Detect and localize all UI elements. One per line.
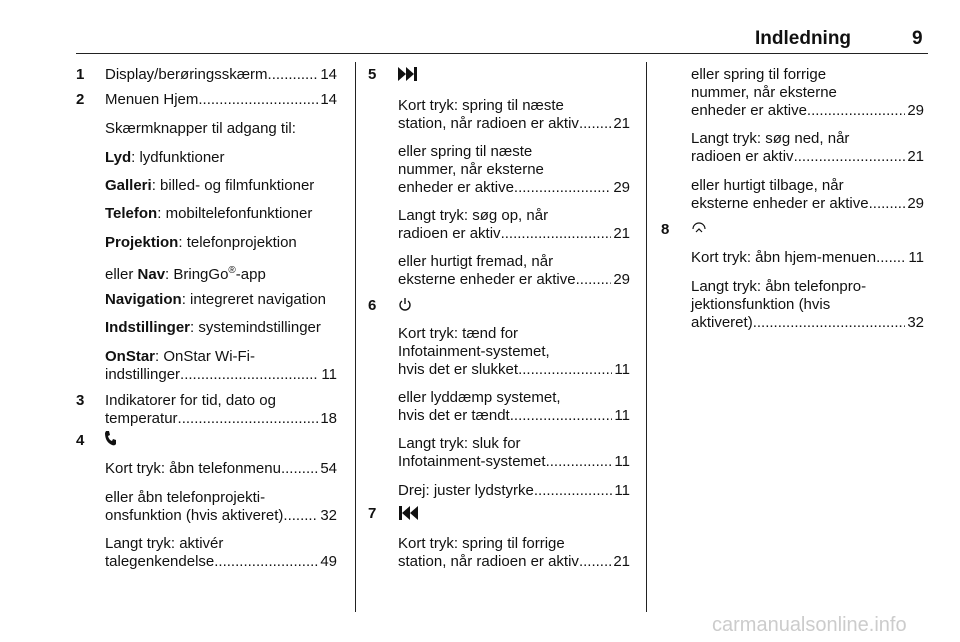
term: Lyd: [105, 149, 132, 166]
entry-page: 14: [320, 66, 337, 83]
entry-page: 11: [614, 361, 630, 378]
entry-text: eller spring til næste: [398, 143, 533, 160]
entry-text: eller hurtigt tilbage, når: [691, 177, 844, 194]
column-separator-2: [646, 62, 647, 612]
entry-text: Kort tryk: spring til næste: [398, 97, 564, 114]
entry-text: Kort tryk: åbn hjem-menuen: [691, 249, 877, 266]
watermark: carmanualsonline.info: [712, 614, 907, 636]
toc-entry: [691, 66, 924, 120]
toc-entry: [398, 207, 630, 243]
item-number: 6: [368, 297, 377, 314]
entry-page: 11: [614, 453, 630, 470]
entry-text: Indikatorer for tid, dato og: [105, 392, 276, 409]
item-number: 3: [76, 392, 85, 409]
entry-text: radioen er aktiv: [398, 225, 501, 242]
entry-page: 11: [908, 249, 924, 266]
entry-page: 11: [614, 407, 630, 424]
entry-text: station, når radioen er aktiv: [398, 115, 579, 132]
item-number: 8: [661, 221, 670, 238]
next-track-icon: [398, 67, 418, 85]
item-number: 5: [368, 66, 377, 83]
paragraph: Skærmknapper til adgang til:: [105, 120, 296, 137]
page-title: Indledning: [755, 28, 852, 49]
item-number: 2: [76, 91, 85, 108]
entry-text: Langt tryk: sluk for: [398, 435, 521, 452]
column-separator-1: [355, 62, 356, 612]
definition: : lydfunktioner: [131, 149, 225, 166]
toc-entry: [105, 460, 337, 478]
paragraph: [105, 319, 321, 337]
entry-text: temperatur: [105, 410, 178, 427]
header-rule: [76, 53, 928, 54]
entry-text: nummer, når eksterne: [398, 161, 544, 178]
entry-text: Langt tryk: søg op, når: [398, 207, 549, 224]
entry-page: 54: [320, 460, 337, 477]
term: OnStar: [105, 348, 156, 365]
entry-text: eksterne enheder er aktive: [691, 195, 869, 212]
entry-text: nummer, når eksterne: [691, 84, 837, 101]
entry-text: jektionsfunktion (hvis: [691, 296, 831, 313]
item-number: 4: [76, 432, 85, 449]
paragraph: [105, 177, 314, 195]
toc-entry: [691, 177, 924, 213]
toc-entry: [691, 278, 924, 332]
toc-entry: [105, 348, 337, 384]
definition: : integreret navigation: [181, 291, 326, 308]
term: Galleri: [105, 177, 152, 194]
suffix: -app: [235, 266, 266, 283]
entry-text: aktiveret): [691, 314, 753, 331]
entry-text: Infotainment-systemet: [398, 453, 546, 470]
registered-mark: ®: [228, 265, 236, 276]
entry-text: Kort tryk: åbn telefonmenu: [105, 460, 281, 477]
toc-entry: [398, 325, 630, 379]
entry-text: Langt tryk: søg ned, når: [691, 130, 850, 147]
entry-text: eller lyddæmp systemet,: [398, 389, 561, 406]
toc-entry: [105, 489, 337, 525]
toc-entry: [105, 392, 337, 428]
entry-text: hvis det er slukket: [398, 361, 519, 378]
power-icon: [399, 297, 411, 316]
entry-text: station, når radioen er aktiv: [398, 553, 579, 570]
entry-text: hvis det er tændt: [398, 407, 510, 424]
entry-page: 14: [320, 91, 337, 108]
toc-entry: [398, 435, 630, 471]
entry-page: 21: [613, 115, 630, 132]
toc-entry: [398, 389, 630, 425]
paragraph: [105, 149, 225, 167]
entry-page: 21: [613, 225, 630, 242]
entry-text: Drej: juster lydstyrke: [398, 482, 534, 499]
entry-page: 32: [907, 314, 924, 331]
home-icon: [691, 221, 707, 241]
toc-entry: [398, 97, 630, 133]
previous-track-icon: [398, 506, 418, 524]
toc-entry: [691, 249, 924, 267]
entry-text: radioen er aktiv: [691, 148, 794, 165]
term: Projektion: [105, 234, 179, 251]
entry-page: 29: [907, 195, 924, 212]
entry-text: eller spring til forrige: [691, 66, 827, 83]
entry-page: 29: [907, 102, 924, 119]
toc-entry: [105, 66, 337, 84]
definition: : billed- og filmfunktioner: [151, 177, 315, 194]
entry-text: Langt tryk: åbn telefonpro-: [691, 278, 867, 295]
entry-text: Display/berøringsskærm: [105, 66, 268, 83]
definition: : mobiltelefonfunktioner: [157, 205, 313, 222]
entry-text: onsfunktion (hvis aktiveret): [105, 507, 284, 524]
term: Telefon: [105, 205, 158, 222]
toc-entry: [691, 130, 924, 166]
term: Navigation: [105, 291, 182, 308]
definition: : OnStar Wi-Fi-: [155, 348, 256, 365]
toc-entry: [398, 253, 630, 289]
item-number: 1: [76, 66, 85, 83]
toc-entry: [398, 482, 630, 500]
paragraph: [105, 234, 297, 252]
toc-entry: [398, 143, 630, 197]
toc-entry: [105, 535, 337, 571]
paragraph: [105, 262, 266, 284]
entry-text: Kort tryk: spring til forrige: [398, 535, 565, 552]
paragraph: [105, 205, 312, 223]
item-number: 7: [368, 505, 377, 522]
toc-entry: [398, 535, 630, 571]
entry-page: 11: [321, 366, 337, 383]
entry-text: Kort tryk: tænd for: [398, 325, 519, 342]
toc-entry: [105, 91, 337, 109]
entry-text: Infotainment-systemet,: [398, 343, 550, 360]
entry-text: eller åbn telefonprojekti-: [105, 489, 266, 506]
term: Nav: [137, 266, 166, 283]
prefix: eller: [105, 266, 138, 283]
entry-page: 21: [613, 553, 630, 570]
page-number: 9: [912, 28, 923, 49]
entry-page: 18: [320, 410, 337, 427]
entry-text: talegenkendelse: [105, 553, 215, 570]
term: Indstillinger: [105, 319, 191, 336]
entry-page: 29: [613, 179, 630, 196]
definition: : BringGo: [165, 266, 229, 283]
entry-page: 21: [907, 148, 924, 165]
entry-text: indstillinger: [105, 366, 181, 383]
entry-text: enheder er aktive: [691, 102, 807, 119]
entry-page: 29: [613, 271, 630, 288]
phone-icon: [104, 430, 116, 450]
definition: : systemindstillinger: [190, 319, 321, 336]
entry-text: Langt tryk: aktivér: [105, 535, 224, 552]
entry-text: enheder er aktive: [398, 179, 514, 196]
entry-text: eller hurtigt fremad, når: [398, 253, 554, 270]
entry-page: 11: [614, 482, 630, 499]
entry-page: 32: [320, 507, 337, 524]
definition: : telefonprojektion: [178, 234, 297, 251]
entry-text: eksterne enheder er aktive: [398, 271, 576, 288]
entry-text: Menuen Hjem: [105, 91, 199, 108]
entry-page: 49: [320, 553, 337, 570]
paragraph: [105, 291, 326, 309]
